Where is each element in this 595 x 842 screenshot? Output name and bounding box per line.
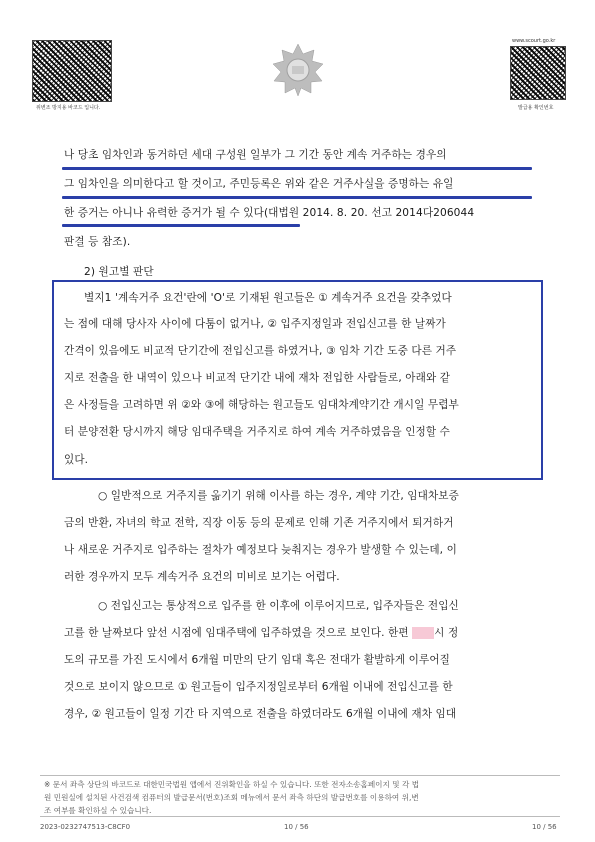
left-barcode-caption: 위변조 방지용 바코드 입니다. xyxy=(36,105,101,111)
para1-line-2: 금의 반환, 자녀의 학교 전학, 직장 이동 등의 문제로 인해 기존 거주지에서 퇴거하거 xyxy=(64,517,454,529)
boxed-line-2: 는 점에 대해 당사자 사이에 다툼이 없거나, ② 입주지정일과 전입신고를 한 날짜가 xyxy=(64,318,446,330)
para2-line-4: 것으로 보이지 않으므로 ① 원고들이 입주지정일로부터 6개월 이내에 전입신고를 한 xyxy=(64,681,453,693)
para1-line-3: 나 새로운 거주지로 입주하는 절차가 예정보다 늦춰지는 경우가 발생할 수 있는데, 이 xyxy=(64,544,457,556)
boxed-line-1: 별지1 '계속거주 요건'란에 'O'로 기재된 원고들은 ① 계속거주 요건을 갖추었다 xyxy=(84,292,452,304)
para2-line-1: ○ 전입신고는 통상적으로 입주를 한 이후에 이루어지므로, 입주자들은 전입신 xyxy=(98,600,459,612)
page-number-right: 10 / 56 xyxy=(532,823,557,831)
boxed-line-6: 터 분양전환 당시까지 해당 임대주택을 거주지로 하여 계속 거주하였음을 인정할 수 xyxy=(64,426,451,438)
footer-notice-1: ※ 문서 좌측 상단의 바코드로 대한민국법원 앱에서 진위확인을 하실 수 있습니다. 또한 전자소송홈페이지 및 각 법 xyxy=(44,780,420,789)
boxed-line-5: 은 사정들을 고려하면 위 ②와 ③에 해당하는 원고들도 임대차계약기간 개시일 무렵부 xyxy=(64,399,459,411)
intro-line-2: 그 임차인을 의미한다고 할 것이고, 주민등록은 위와 같은 거주사실을 증명하는 유일 xyxy=(64,178,454,190)
underline-1 xyxy=(62,167,532,170)
para2-line-5: 경우, ② 원고들이 일정 기간 타 지역으로 전출을 하였더라도 6개월 이내에 재차 임대 xyxy=(64,708,457,720)
para2-line-2-text: 고를 한 날짜보다 앞선 시점에 임대주택에 입주하였을 것으로 보인다. 한편 xyxy=(64,627,413,639)
document-number: 2023-0232747513-C8CF0 xyxy=(40,823,131,831)
right-barcode-caption: 발급용 확인번호 xyxy=(518,105,554,111)
underline-3 xyxy=(62,224,300,227)
left-barcode xyxy=(32,40,112,102)
footer-notice-3: 조 여부를 확인하실 수 있습니다. xyxy=(44,806,152,815)
section-heading: 2) 원고별 판단 xyxy=(84,266,154,278)
boxed-line-3: 간격이 있음에도 비교적 단기간에 전입신고를 하였거나, ③ 임차 기간 도중 다른 거주 xyxy=(64,345,457,357)
court-seal-icon xyxy=(270,42,326,98)
right-barcode xyxy=(510,46,566,100)
intro-line-1: 나 당초 임차인과 동거하던 세대 구성원 일부가 그 기간 동안 계속 거주하는 경우의 xyxy=(64,149,447,161)
footer-notice-2: 원 민원실에 설치된 사건검색 컴퓨터의 발급문서(번호)조회 메뉴에서 문서 좌측 하단의 발급번호를 이용하여 위,변 xyxy=(44,793,419,802)
redacted-region xyxy=(412,627,434,639)
para2-line-2 xyxy=(64,625,534,640)
underline-2 xyxy=(62,196,532,199)
intro-line-3: 한 증거는 아니나 유력한 증거가 될 수 있다(대법원 2014. 8. 20. 선고 2014다206044 xyxy=(64,207,475,219)
intro-line-4: 판결 등 참조). xyxy=(64,236,131,248)
para2-line-2-tail: 시 정 xyxy=(434,627,459,639)
page-number-center: 10 / 56 xyxy=(284,823,309,831)
boxed-line-7: 있다. xyxy=(64,454,89,466)
boxed-line-4: 지로 전출을 한 내역이 있으나 비교적 단기간 내에 재차 전입한 사람들로, 아래와 같 xyxy=(64,372,451,384)
para1-line-1: ○ 일반적으로 거주지를 옮기기 위해 이사를 하는 경우, 계약 기간, 임대차보증 xyxy=(98,490,459,502)
para1-line-4: 러한 경우까지 모두 계속거주 요건의 미비로 보기는 어렵다. xyxy=(64,571,340,583)
para2-line-3: 도의 규모를 가진 도시에서 6개월 미만의 단기 임대 혹은 전대가 활발하게 이루어질 xyxy=(64,654,450,666)
site-url: www.scourt.go.kr xyxy=(512,38,556,44)
